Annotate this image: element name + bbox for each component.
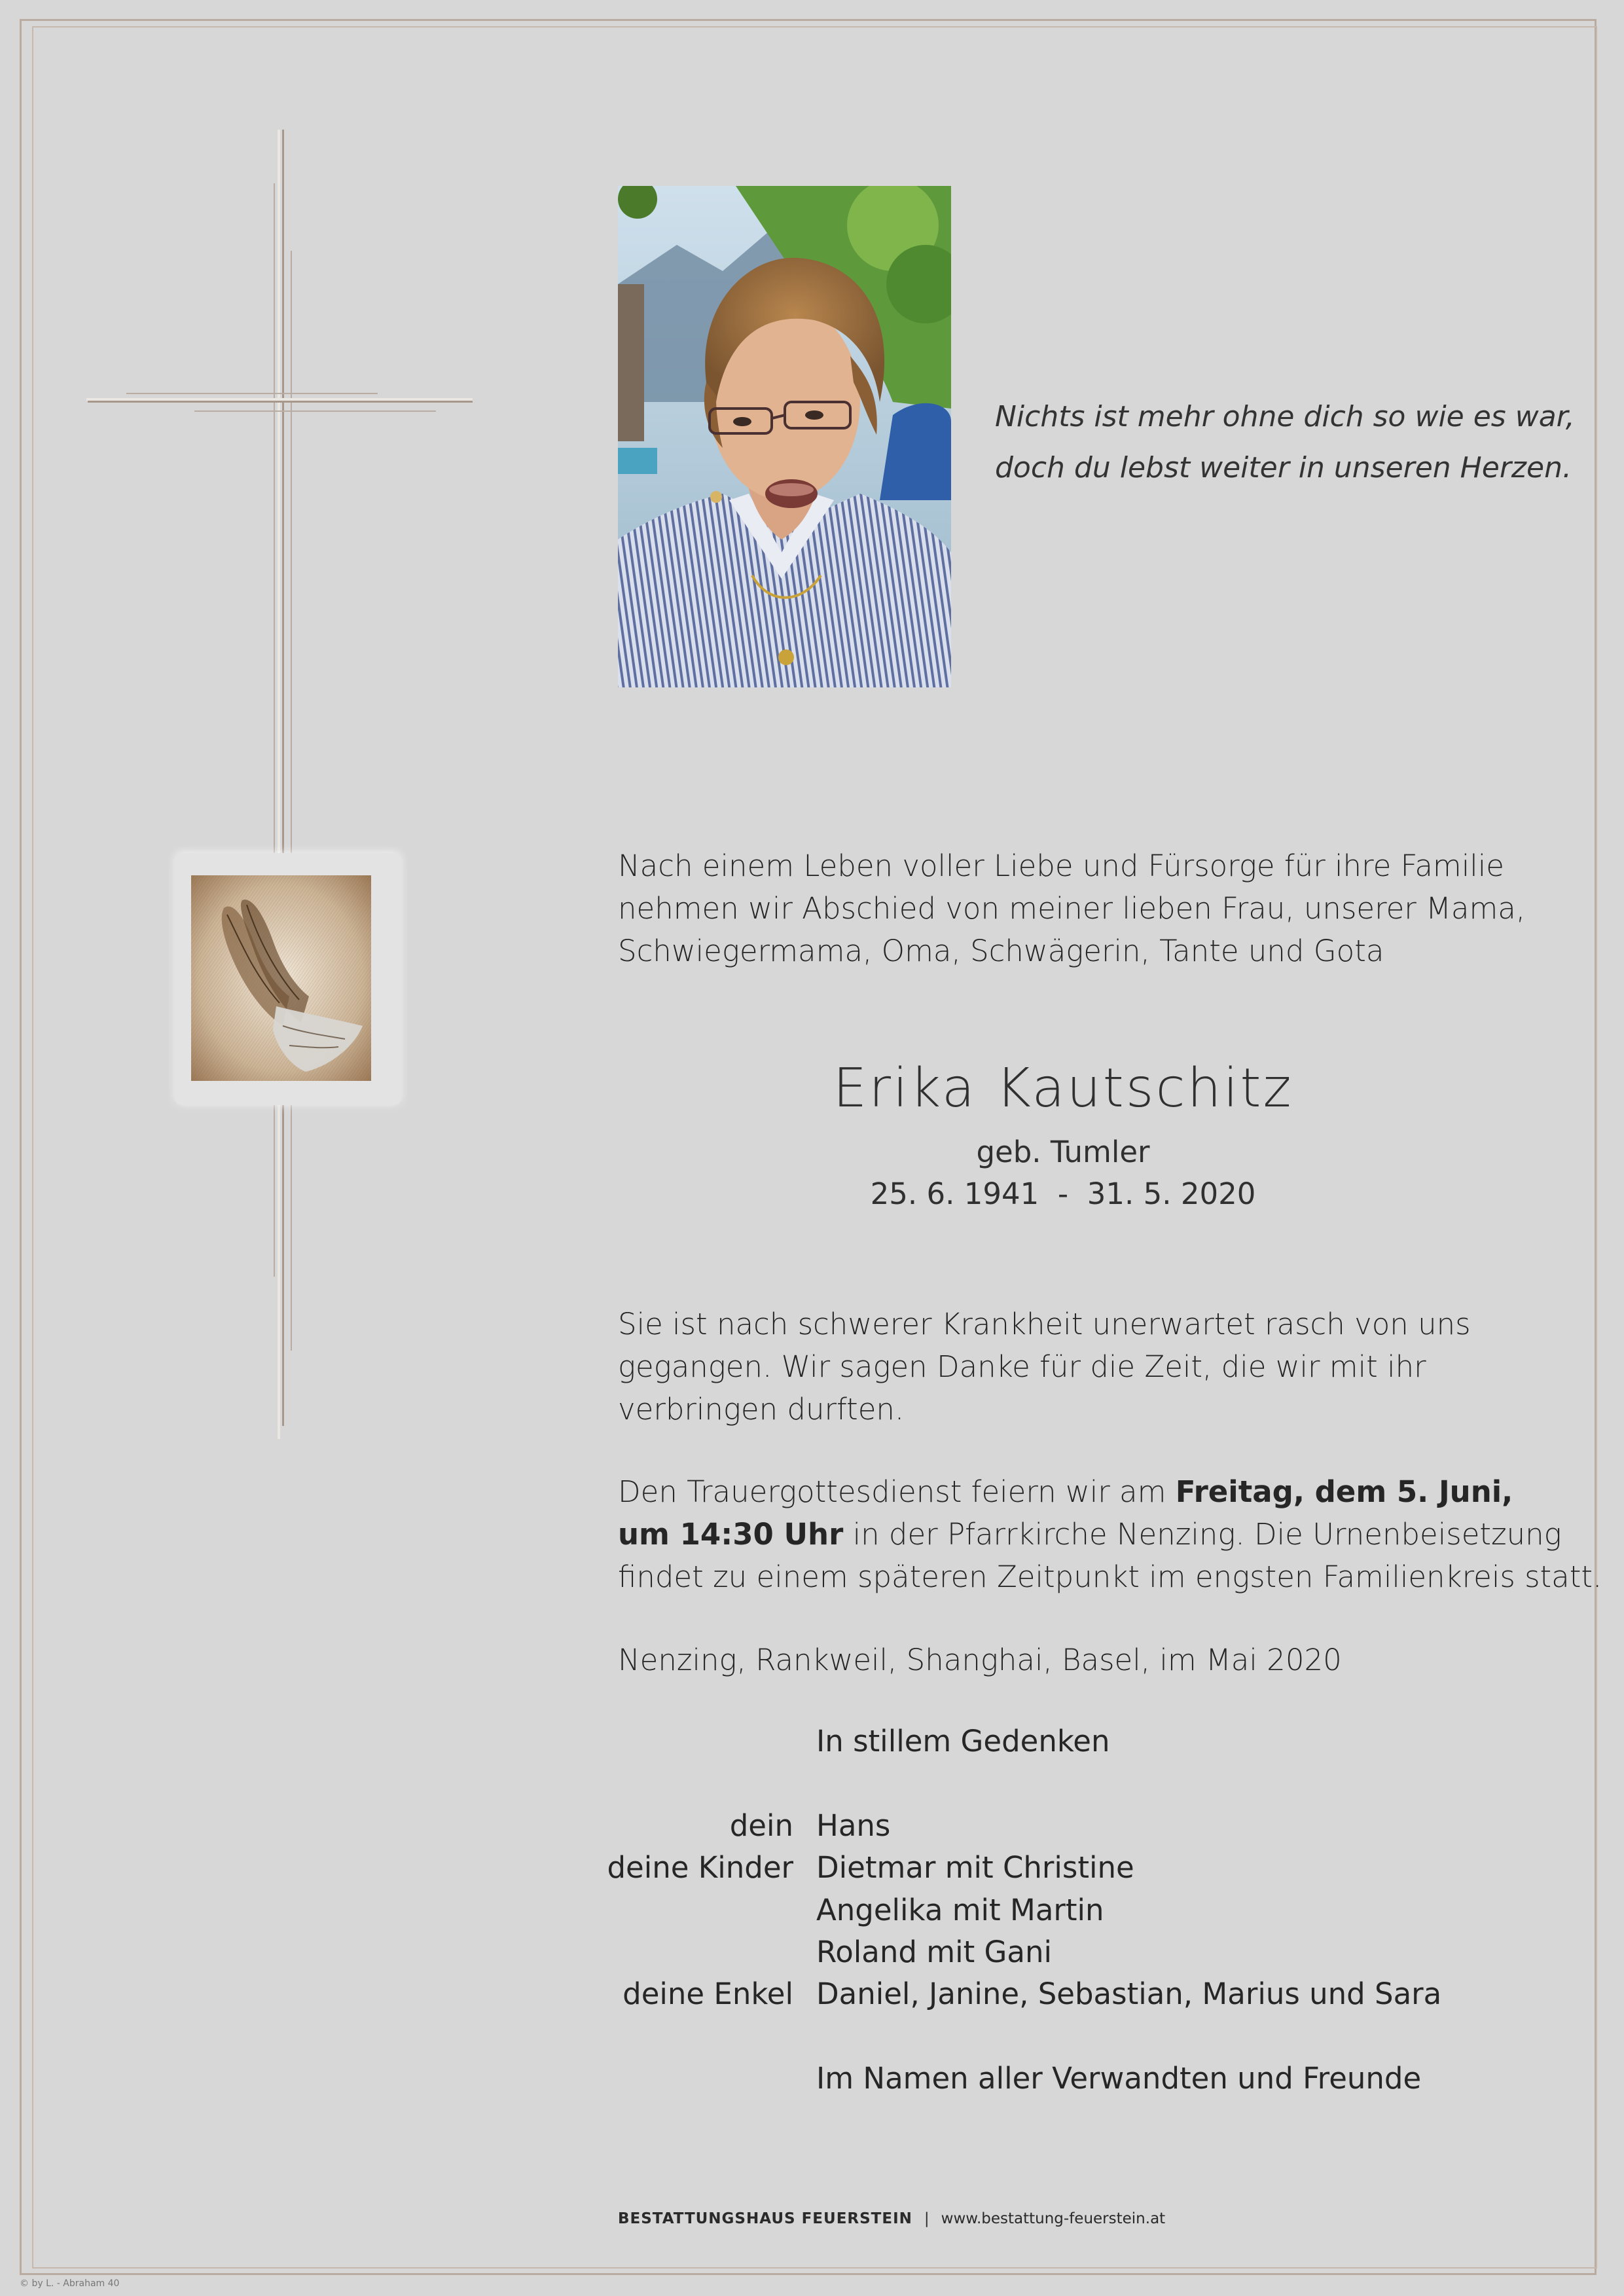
service-line-1-text: Den Trauergottesdienst feiern wir am (618, 1474, 1176, 1509)
deceased-name: Erika Kautschitz (833, 1057, 1293, 1120)
remembrance: In stillem Gedenken (816, 1724, 1110, 1758)
mourner-name: Angelika mit Martin (816, 1893, 1104, 1927)
service-date: Freitag, dem 5. Juni, (1175, 1474, 1513, 1509)
portrait-photo (618, 186, 951, 687)
praying-hands-icon (191, 875, 371, 1081)
body-line-2: gegangen. Wir sagen Danke für die Zeit, die wir mit ihr (618, 1349, 1426, 1384)
place-date-text: Nenzing, Rankweil, Shanghai, Basel, im Mai 2020 (618, 1643, 1342, 1677)
mourner-label: deine Kinder (607, 1850, 793, 1885)
mourner-name: Daniel, Janine, Sebastian, Marius und Sara (816, 1977, 1442, 2011)
memorial-quote (995, 392, 1575, 494)
intro-paragraph (618, 845, 1525, 972)
mourner-name: Roland mit Gani (816, 1935, 1052, 1969)
service-time: um 14:30 Uhr (618, 1517, 844, 1552)
body-paragraph (618, 1303, 1471, 1430)
body-line-3: verbringen durften. (618, 1392, 905, 1427)
birth-name: geb. Tumler (976, 1135, 1150, 1169)
intro-line-1: Nach einem Leben voller Liebe und Fürsorge für ihre Familie (618, 848, 1504, 883)
place-date (618, 1639, 1342, 1681)
service-line-3: findet zu einem späteren Zeitpunkt im engsten Familienkreis statt. (618, 1559, 1602, 1594)
mourner-label: dein (729, 1808, 793, 1843)
mourner-name: Dietmar mit Christine (816, 1850, 1134, 1885)
service-line-2-text: in der Pfarrkirche Nenzing. Die Urnenbeisetzung (843, 1517, 1562, 1552)
funeral-home-name: BESTATTUNGSHAUS FEUERSTEIN (618, 2210, 912, 2227)
footer (618, 2210, 1165, 2227)
quote-line-2: doch du lebst weiter in unseren Herzen. (995, 451, 1572, 484)
funeral-home-website[interactable]: www.bestattung-feuerstein.at (941, 2210, 1166, 2227)
praying-hands-frame (175, 853, 401, 1105)
copyright-note: © by L. - Abraham 40 (20, 2278, 120, 2289)
closing-line: Im Namen aller Verwandten und Freunde (816, 2061, 1422, 2096)
mourner-name: Hans (816, 1808, 891, 1843)
life-dates: 25. 6. 1941 - 31. 5. 2020 (870, 1176, 1256, 1211)
body-line-1: Sie ist nach schwerer Krankheit unerwartet rasch von uns (618, 1307, 1471, 1341)
intro-line-2: nehmen wir Abschied von meiner lieben Frau, unserer Mama, (618, 891, 1526, 926)
quote-line-1: Nichts ist mehr ohne dich so wie es war, (995, 400, 1575, 433)
footer-separator: | (924, 2210, 929, 2227)
mourner-label: deine Enkel (623, 1977, 793, 2011)
intro-line-3: Schwiegermama, Oma, Schwägerin, Tante und Gota (618, 934, 1384, 968)
service-paragraph (618, 1470, 1602, 1598)
